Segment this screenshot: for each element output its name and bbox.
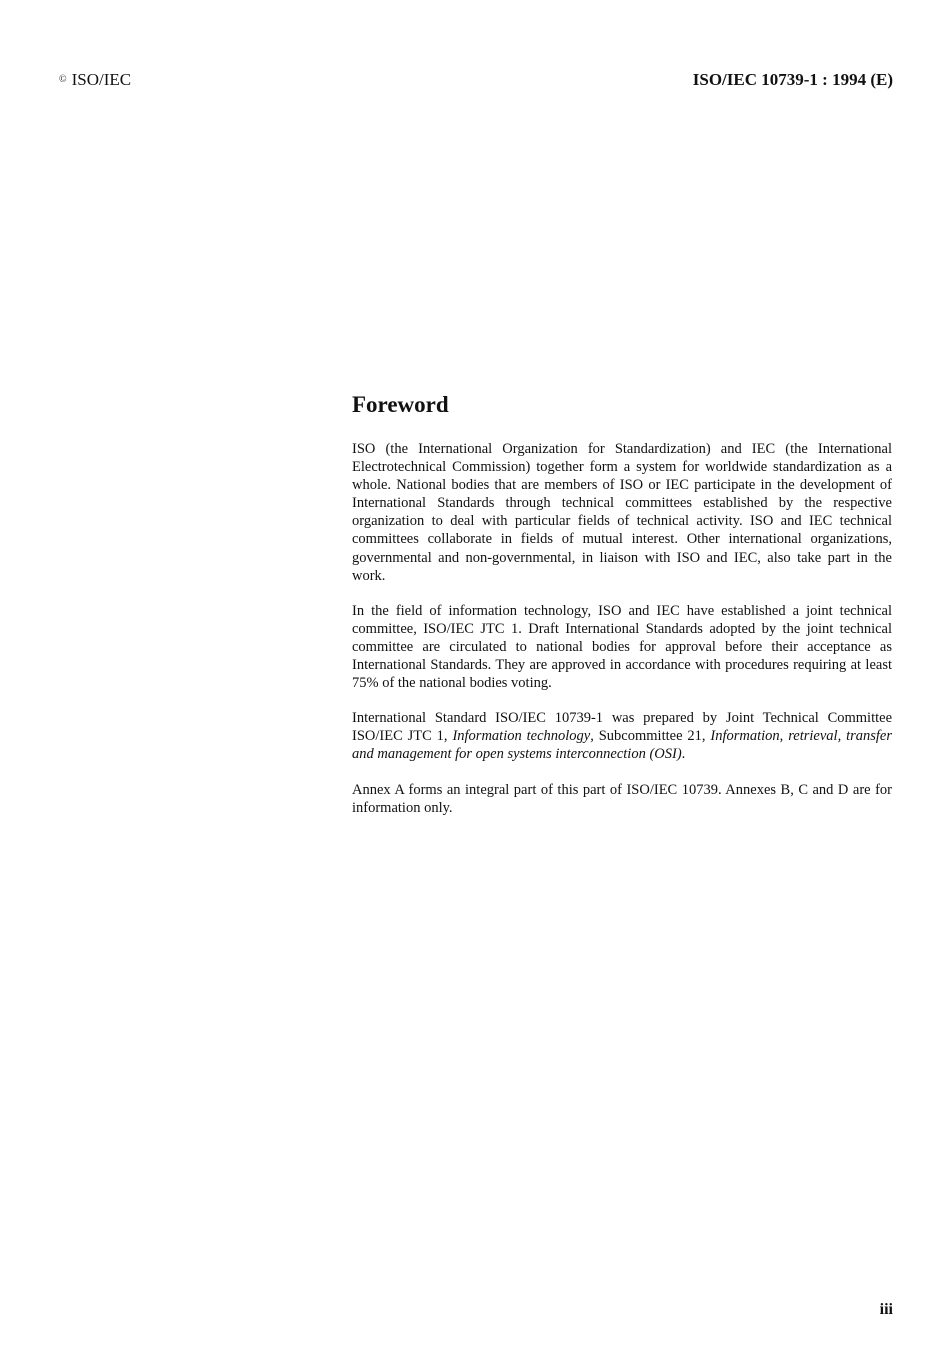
paragraph-3-text-2: , Subcommittee 21, xyxy=(590,728,711,745)
foreword-paragraph-3 xyxy=(352,709,892,763)
paragraph-3-text-3: . xyxy=(681,746,686,763)
foreword-paragraph-2: In the field of information technology, ISO and IEC have established a joint technical committee, ISO/IEC JTC 1. Draft International Standards adopted by the joint technical committee are circulated to national bodies for approval before their acceptance as International Standards. They are approved in accordance with procedures requiring at least 75% of the national bodies voting. xyxy=(352,602,892,692)
header-publisher: ISO/IEC xyxy=(71,70,132,89)
header-document-number: ISO/IEC 10739-1 : 1994 (E) xyxy=(692,70,893,89)
paragraph-3-text-1: International Standard ISO/IEC 10739-1 was prepared by Joint Technical Committee ISO/IEC JTC 1, xyxy=(352,710,892,745)
foreword-paragraph-1: ISO (the International Organization for Standardization) and IEC (the International Electrotechnical Commission) together form a system for worldwide standardization as a whole. National bodies that are members of ISO or IEC participate in the development of International Standards through technical committees established by the respective organization to deal with particular fields of technical activity. ISO and IEC technical committees collaborate in fields of mutual interest. Other international organizations, governmental and non-governmental, in liaison with ISO and IEC, also take part in the work. xyxy=(352,441,892,584)
foreword-paragraph-4: Annex A forms an integral part of this part of ISO/IEC 10739. Annexes B, C and D are for information only. xyxy=(352,781,892,816)
paragraph-3-italic-2: Information, retrieval, transfer and management for open systems interconnection (OSI) xyxy=(352,728,893,763)
page-number: iii xyxy=(879,1301,893,1318)
foreword-title: Foreword xyxy=(352,392,449,417)
copyright-symbol: © xyxy=(59,74,67,85)
header-left xyxy=(59,70,131,93)
foreword-section xyxy=(352,391,892,834)
paragraph-3-italic-1: Information technology xyxy=(452,728,591,745)
